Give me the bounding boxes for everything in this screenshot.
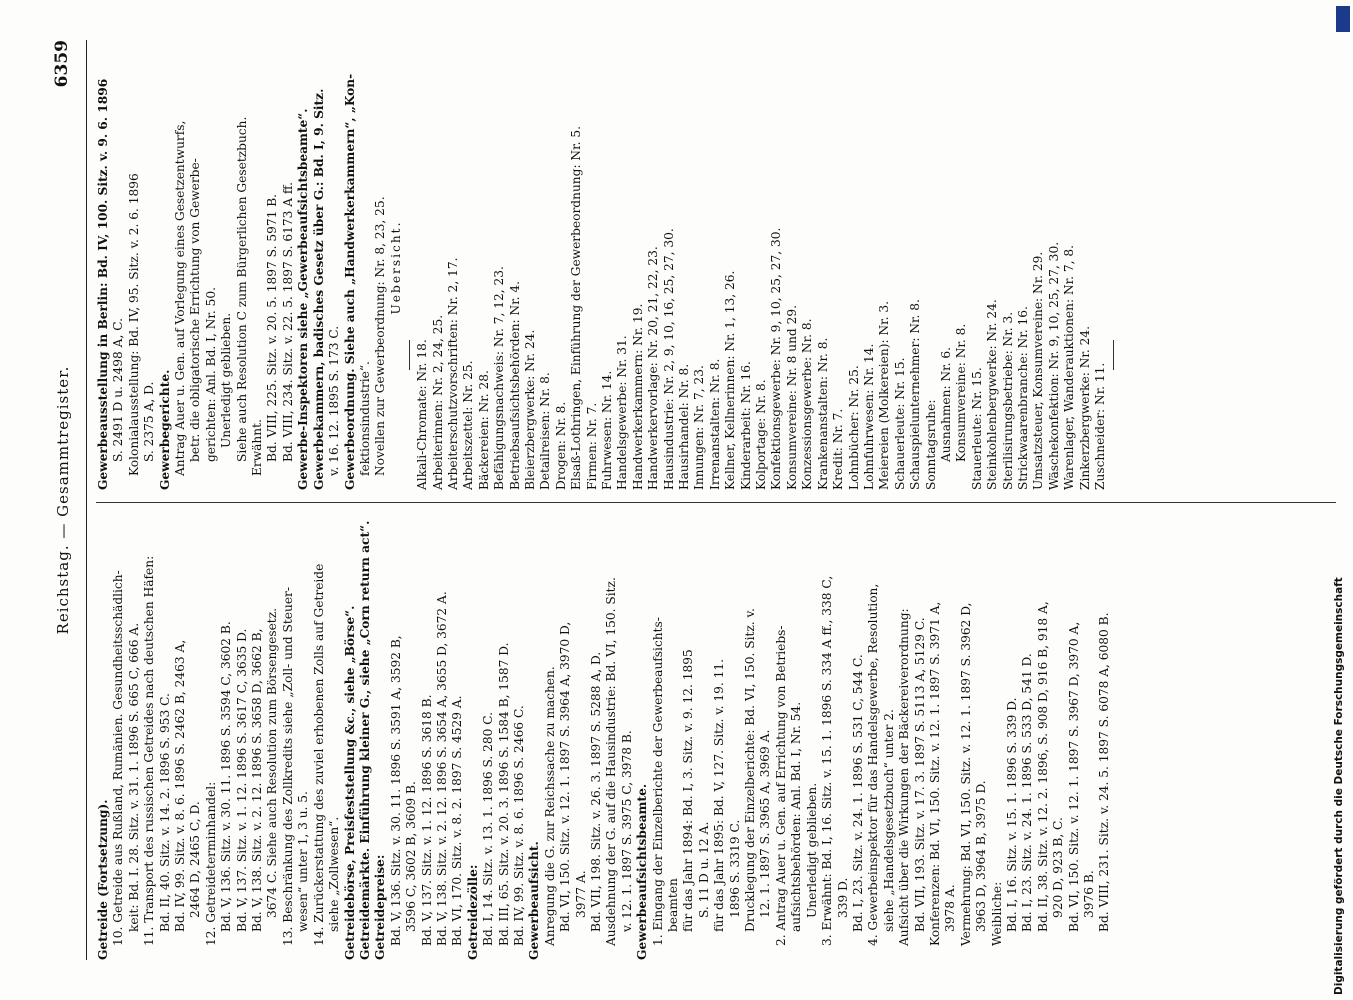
register-entry: 3963 D, 3964 B, 3975 D. bbox=[974, 780, 989, 932]
register-entry: Bd. VII, 193. Sitz. v. 17. 3. 1897 S. 5113 A, 5129 C. bbox=[912, 617, 927, 932]
register-entry: Drucklegung der Einzelberichte: Bd. VI, 150. Sitz. v. bbox=[743, 608, 758, 932]
register-entry: v. 16. 12. 1895 S. 173 C. bbox=[327, 325, 342, 476]
register-entry: Meiereien (Molkereien): Nr. 3. bbox=[877, 300, 892, 490]
register-entry: S. 2375 A, D. bbox=[142, 381, 157, 462]
register-entry: Aufsicht über die Wirkungen der Bäckereiverordnung: bbox=[897, 608, 912, 946]
register-entry: Siehe auch Resolution C zum Bürgerlichen Gesetzbuch. bbox=[234, 116, 249, 462]
register-entry: Lohnfuhrwesen: Nr. 14. bbox=[861, 343, 876, 490]
register-entry: betr. die obligatorische Errichtung von Gewerbe- bbox=[188, 158, 203, 462]
register-entry: gerichten: Anl. Bd. I, Nr. 50. bbox=[203, 287, 218, 462]
register-entry: Bd. VI, 150. Sitz. v. 12. 1. 1897 S. 3967 D, 3970 A, bbox=[1066, 621, 1081, 932]
register-entry: Arbeiterschutzvorschriften: Nr. 2, 17. bbox=[445, 257, 460, 490]
register-entry: Bd. VII, 198. Sitz. v. 26. 3. 1897 S. 5288 A, D. bbox=[589, 651, 603, 932]
dfg-logo bbox=[1336, 6, 1350, 32]
register-entry: S. 2491 D u. 2498 A, C. bbox=[111, 318, 126, 462]
register-entry: Befähigungsnachweis: Nr. 7, 12, 23. bbox=[492, 266, 507, 490]
register-entry: Elsaß-Lothringen, Einführung der Gewerbeordnung: Nr. 5. bbox=[569, 126, 584, 490]
register-entry: Ausdehnung der G. auf die Hausindustrie: Bd. VI, 150. Sitz. bbox=[604, 577, 619, 946]
register-heading: Gewerbeaufsicht. bbox=[527, 841, 542, 960]
register-entry: Alkali-Chromate: Nr. 18. bbox=[415, 339, 430, 490]
register-entry: Arbeiterinnen: Nr. 2, 24, 25. bbox=[430, 314, 445, 490]
register-entry: 339 D. bbox=[835, 877, 850, 918]
register-entry: Anregung die G. zur Reichssache zu machen. bbox=[542, 666, 557, 946]
register-entry: Warenlager, Wanderauktionen: Nr. 7, 8. bbox=[1062, 244, 1077, 490]
register-entry: Bd. III, 65. Sitz. v. 20. 3. 1896 S. 1584 B, 1587 D. bbox=[496, 642, 511, 946]
register-heading: Getreidezölle: bbox=[465, 864, 480, 960]
register-entry: Kellner, Kellnerinnen: Nr. 1, 13, 26. bbox=[723, 270, 738, 490]
register-entry: Hausirhandel: Nr. 8. bbox=[677, 363, 692, 490]
register-entry: Bd. IV, 99. Sitz. v. 8. 6. 1896 S. 2462 B, 2463 A, bbox=[173, 639, 188, 932]
register-entry: fektionsindustrie“. bbox=[357, 361, 372, 476]
register-entry: Stauerleute: Nr. 15. bbox=[969, 367, 984, 490]
register-entry: Kredit: Nr. 7. bbox=[831, 408, 846, 490]
register-heading: Gewerbe-Inspektoren siehe „Gewerbeaufsichtsbeamte“. bbox=[296, 108, 311, 490]
register-entry: Steinkohlenbergwerke: Nr. 24. bbox=[985, 299, 1000, 490]
rotated-register-page bbox=[40, 40, 1340, 960]
register-entry: Fuhrwesen: Nr. 14. bbox=[600, 370, 614, 490]
register-entry: 3978 A. bbox=[943, 884, 958, 932]
register-entry: Vermehrung: Bd. VI, 150. Sitz. v. 12. 1. 1897 S. 3962 D, bbox=[958, 602, 973, 946]
register-entry: beamten bbox=[666, 878, 681, 932]
register-entry: siehe „Handelsgesetzbuch“ unter 2. bbox=[881, 709, 896, 932]
register-entry: Konferenzen: Bd. VI, 150. Sitz. v. 12. 1. 1897 S. 3971 A, bbox=[927, 601, 942, 946]
register-entry: Bd. VIII, 231. Sitz. v. 24. 5. 1897 S. 6078 A, 6080 B. bbox=[1097, 612, 1112, 932]
register-entry: keit: Bd. I. 28. Sitz. v. 31. 1. 1896 S. 665 C, 666 A. bbox=[126, 622, 141, 932]
register-entry: 3596 C, 3602 B, 3609 B. bbox=[404, 781, 419, 932]
register-entry: 2. Antrag Auer u. Gen. auf Errichtung von Betriebs- bbox=[773, 625, 788, 946]
running-head: Reichstag. — Gesammtregister. bbox=[54, 365, 72, 635]
register-entry: 12. Getreideterminhandel: bbox=[203, 781, 218, 946]
register-entry: Bd. V, 136. Sitz. v. 30. 11. 1896 S. 3591 A, 3592 B, bbox=[388, 635, 403, 946]
register-entry: 11. Transport des russischen Getreides nach deutschen Häfen: bbox=[142, 555, 157, 946]
register-entry: v. 12. 1. 1897 S. 3975 C, 3978 B. bbox=[619, 730, 634, 932]
register-entry: Firmen: Nr. 7. bbox=[584, 402, 599, 490]
register-entry: Betriebsaufsichtsbehörden: Nr. 4. bbox=[507, 280, 522, 490]
register-heading: Gewerbegerichte. bbox=[157, 369, 172, 490]
register-entry: 3976 B. bbox=[1082, 870, 1096, 918]
register-entry: Uebersicht. bbox=[388, 220, 403, 315]
register-entry: Konzessionsgewerbe: Nr. 8. bbox=[800, 318, 815, 490]
digitization-credit: Digitalisierung gefördert durch die Deutsche Forschungsgemeinschaft bbox=[1333, 577, 1345, 995]
register-entry: Kolportage: Nr. 8. bbox=[754, 379, 769, 490]
register-entry: Drogen: Nr. 8. bbox=[553, 401, 568, 490]
register-entry: Bd. II, 38. Sitz. v. 12. 2. 1896, S. 908 D, 916 B, 918 A, bbox=[1035, 601, 1050, 932]
register-entry: Zinkerzbergwerke: Nr. 24. bbox=[1077, 325, 1092, 490]
register-entry: Handwerkervorlage: Nr. 20, 21, 22, 23. bbox=[646, 246, 661, 490]
register-heading: Gewerbeaufsichtsbeamte. bbox=[635, 783, 650, 960]
register-entry: wesen“ unter 1, 3 u. 5. bbox=[296, 791, 311, 932]
register-entry: Bd. VIII, 225. Sitz. v. 20. 5. 1897 S. 5971 B. bbox=[265, 193, 280, 462]
register-entry: Konsumvereine: Nr. 8 und 29. bbox=[784, 305, 799, 490]
register-entry: Bd. I, 23. Sitz. v. 24. 1. 1896 S. 531 C, 544 C. bbox=[850, 654, 865, 932]
register-entry: Konsumvereine: Nr. 8. bbox=[954, 323, 969, 462]
register-entry: Bd. V, 138. Sitz. v. 2. 12. 1896 S. 3654 A, 3655 D, 3672 A. bbox=[434, 591, 449, 946]
register-entry: Irrenanstalten: Nr. 8. bbox=[707, 358, 722, 490]
register-entry: 3977 A. bbox=[573, 870, 588, 918]
register-entry: für das Jahr 1894: Bd. I, 3. Sitz. v. 9. 12. 1895 bbox=[681, 649, 696, 932]
register-heading: Getreidebörse, Preisfeststellung &c., siehe „Börse“. bbox=[342, 605, 357, 960]
register-entry: Kolonialausstellung: Bd. IV, 95. Sitz. v. 2. 6. 1896 bbox=[126, 173, 141, 476]
register-entry: Bd. VI, 170. Sitz. v. 8. 2. 1897 S. 4529 A. bbox=[450, 695, 465, 946]
register-heading: Getreide (Fortsetzung). bbox=[96, 799, 110, 960]
register-entry: 4. Gewerbeinspektor für das Handelsgewerbe, Resolution, bbox=[866, 583, 881, 946]
register-entry: Bd. VIII, 234. Sitz. v. 22. 5. 1897 S. 6173 A ff. bbox=[280, 182, 295, 462]
register-entry: 3674 C. Siehe auch Resolution zum Börsengesetz. bbox=[265, 608, 280, 918]
register-entry: Bleierzbergwerke: Nr. 24. bbox=[522, 329, 537, 490]
register-entry: Novellen zur Gewerbeordnung: Nr. 8, 23, 25. bbox=[373, 196, 388, 476]
page-number: 6359 bbox=[52, 40, 72, 88]
register-entry: Bd. V, 137. Sitz. v. 1. 12. 1896 S. 3617 C, 3635 D. bbox=[234, 628, 249, 932]
register-entry: Handwerkerkammern: Nr. 19. bbox=[630, 303, 645, 490]
register-entry: Bd. I, 23. Sitz. v. 24. 1. 1896 S. 533 D, 541 D. bbox=[1020, 653, 1035, 932]
register-entry: für das Jahr 1895: Bd. V, 127. Sitz. v. 19. 11. bbox=[712, 658, 727, 932]
register-entry: Innungen: Nr. 7, 23. bbox=[692, 365, 707, 490]
register-entry: Sterilisirungsbetriebe: Nr. 3. bbox=[1000, 311, 1015, 490]
register-heading: Getreidemärkte. Einführung kleiner G., siehe „Corn return act“. bbox=[357, 520, 372, 960]
register-entry: Strickwaarenbranche: Nr. 16. bbox=[1015, 306, 1030, 490]
register-entry: 1896 S. 3319 C. bbox=[727, 819, 742, 918]
register-entry: siehe „Zollwesen“. bbox=[327, 816, 342, 932]
register-entry: 3. Erwähnt: Bd. I, 16. Sitz. v. 15. 1. 1896 S. 334 A ff., 338 C, bbox=[820, 575, 835, 946]
register-entry: Ausnahmen: Nr. 6. bbox=[938, 347, 953, 462]
register-heading: Gewerbeausstellung in Berlin: Bd. IV, 100. Sitz. v. 9. 6. 1896 bbox=[96, 78, 110, 490]
register-entry: 10. Getreide aus Rußland, Rumänien. Gesundheitsschädlich- bbox=[111, 570, 126, 946]
register-entry: Lohnbücher: Nr. 25. bbox=[846, 365, 861, 490]
separator-rule bbox=[1113, 340, 1114, 370]
register-entry: Weibliche: bbox=[989, 881, 1004, 946]
register-entry: Bd. VI, 150. Sitz. v. 12. 1. 1897 S. 3964 A, 3970 D, bbox=[558, 621, 573, 932]
register-entry: Umsatzsteuer, Konsumvereine: Nr. 29. bbox=[1031, 251, 1046, 490]
register-entry: 920 D, 923 B, C. bbox=[1051, 817, 1066, 918]
register-entry: Bd. I, 14. Sitz. v. 13. 1. 1896 S. 280 C. bbox=[481, 711, 496, 946]
register-entry: 13. Beschränkung des Zollkredits siehe „Zoll- und Steuer- bbox=[280, 587, 295, 946]
register-entry: Bd. II, 40. Sitz. v. 14. 2. 1896 S. 953 C. bbox=[157, 693, 172, 932]
left-column bbox=[96, 515, 1113, 960]
register-entry: Krankenanstalten: Nr. 8. bbox=[815, 337, 830, 490]
register-entry: aufsichtsbehörden: Anl. Bd. I, Nr. 54. bbox=[789, 701, 804, 932]
register-entry: 14. Zurückerstattung des zuviel erhobenen Zolls auf Getreide bbox=[311, 563, 326, 946]
register-entry: Bd. V, 137. Sitz. v. 1. 12. 1896 S. 3618 B. bbox=[419, 694, 434, 946]
register-entry: 2464 D, 2465 C, D. bbox=[188, 801, 203, 918]
register-entry: Wäschekonfektion: Nr. 9, 10, 25, 27, 30. bbox=[1046, 241, 1061, 490]
register-entry: 12. 1. 1897 S. 3965 A, 3969 A. bbox=[758, 729, 773, 918]
register-entry: 1. Eingang der Einzelberichte der Gewerbeaufsichts- bbox=[650, 617, 665, 946]
register-entry: S. 11 D u. 12 A. bbox=[696, 821, 711, 918]
register-entry: Arbeitszettel: Nr. 25. bbox=[461, 360, 476, 490]
register-heading: Gewerbekammern, badisches Gesetz über G.: Bd. I, 9. Sitz. bbox=[311, 88, 326, 490]
register-entry: Unerledigt geblieben. bbox=[219, 312, 234, 448]
page-header bbox=[40, 40, 87, 960]
register-heading: Getreidepreise: bbox=[373, 854, 388, 960]
register-entry: Bd. I, 16. Sitz. v. 15. 1. 1896 S. 339 D. bbox=[1004, 697, 1019, 932]
register-entry: Unerledigt geblieben. bbox=[804, 782, 819, 918]
register-entry: Detailreisen: Nr. 8. bbox=[538, 372, 553, 490]
register-entry: Bd. V, 136. Sitz. v. 30. 11. 1896 S. 3594 C, 3602 B. bbox=[219, 621, 234, 932]
register-entry: Antrag Auer u. Gen. auf Vorlegung eines Gesetzentwurfs, bbox=[173, 120, 188, 476]
column-divider bbox=[96, 502, 1336, 503]
register-entry: Zuschneider: Nr. 11. bbox=[1093, 362, 1107, 490]
register-entry: Erwähnt. bbox=[250, 419, 265, 476]
register-entry: Bd. IV, 99. Sitz. v. 8. 6. 1896 S. 2466 C. bbox=[511, 705, 526, 946]
register-heading: Gewerbeordnung. Siehe auch „Handwerkerkammern“, „Kon- bbox=[342, 73, 357, 490]
separator-rule bbox=[409, 340, 410, 370]
register-entry: Schauerleute: Nr. 15. bbox=[892, 357, 907, 490]
register-entry: Kinderarbeit: Nr. 16. bbox=[738, 361, 753, 490]
register-entry: Bäckereien: Nr. 28. bbox=[476, 370, 491, 490]
register-entry: Konfektionsgewerbe: Nr. 9, 10, 25, 27, 30. bbox=[769, 227, 784, 490]
register-entry: Schauspielunternehmer: Nr. 8. bbox=[908, 299, 923, 490]
register-entry: Hausindustrie: Nr. 2, 9, 10, 16, 25, 27, 30. bbox=[661, 228, 676, 490]
right-column bbox=[96, 45, 1119, 490]
register-entry: Handelsgewerbe: Nr. 31. bbox=[615, 335, 630, 490]
register-entry: Sonntagsruhe: bbox=[923, 399, 938, 490]
register-entry: Bd. V, 138. Sitz. v. 2. 12. 1896 S. 3658 D, 3662 B, bbox=[250, 628, 265, 932]
